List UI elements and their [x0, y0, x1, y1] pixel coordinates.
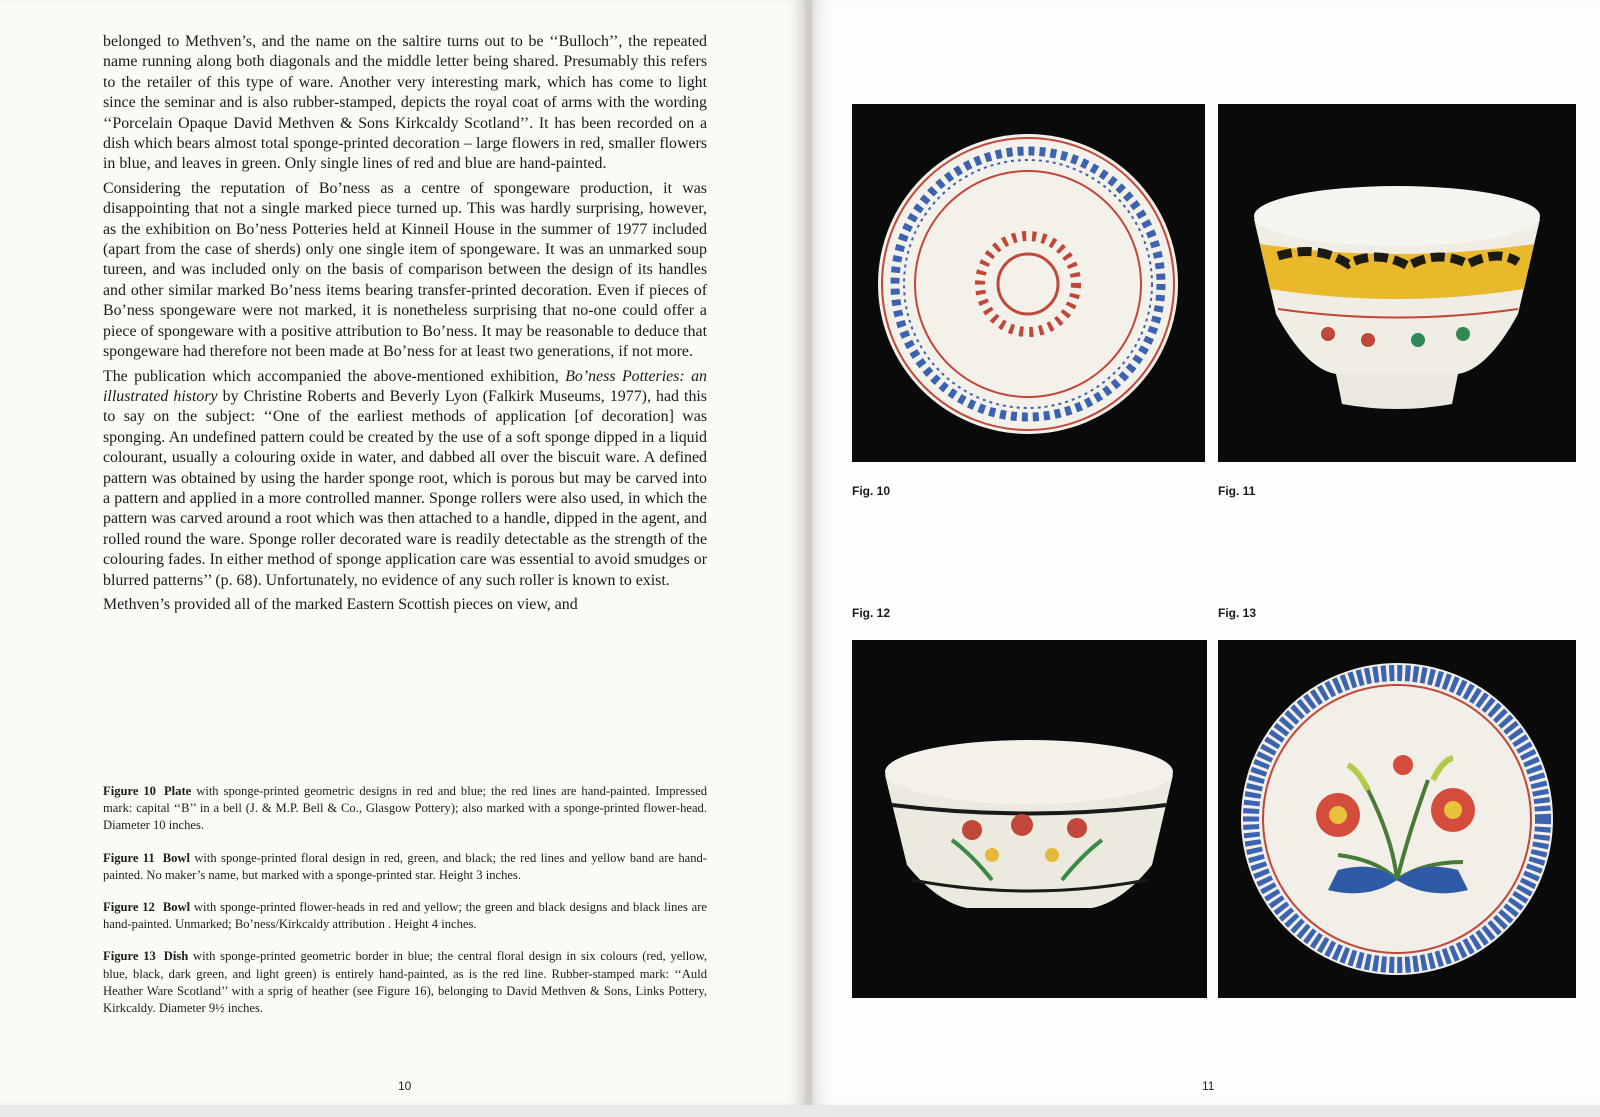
caption-figure-number: Figure 11 — [103, 850, 155, 865]
caption-text: with sponge-printed geometric designs in red and blue; the red lines are hand-painted. Impressed mark: capital ‘‘B’’ in a bell (J. & M.P. Bell & Co., Glasgow Pottery); also marked with a sponge-printed flower-head. Diameter 10 inches. — [103, 784, 708, 833]
paragraph-text: The publication which accompanied the above-mentioned exhibition, — [103, 367, 566, 385]
bowl-image — [1218, 104, 1576, 462]
photo-bowl-flower-heads — [852, 640, 1207, 998]
body-text — [103, 32, 707, 619]
figure-label-13: Fig. 13 — [1218, 606, 1257, 620]
right-page — [812, 0, 1600, 1105]
caption-figure-number: Figure 12 — [103, 900, 155, 915]
caption-object: Plate — [163, 784, 192, 798]
caption-figure-number: Figure 13 — [103, 949, 156, 964]
photo-dish — [1218, 640, 1576, 998]
page-number: 11 — [1202, 1079, 1215, 1093]
bowl-image — [852, 640, 1207, 998]
caption-figure-10 — [103, 783, 707, 835]
caption-text: with sponge-printed flower-heads in red and yellow; the green and black designs and black lines are hand-painted. Unmarked; Bo’ness/Kirkcaldy attribution . Height 4 inches. — [103, 900, 708, 932]
paragraph — [103, 367, 707, 591]
photo-bowl-yellow-band — [1218, 104, 1576, 462]
caption-object: Bowl — [162, 850, 190, 865]
plate-image — [852, 104, 1205, 462]
caption-text: with sponge-printed geometric border in blue; the central floral design in six colours (red, yellow, blue, black, dark green, and light green) is entirely hand-painted, as is the red line. Rubber-stamped mark: ‘‘Auld Heather Ware Scotland’’ with a sprig of heather (see Figure 16), belonging to David Methven & Sons, Links Pottery, Kirkcaldy. Diameter 9½ inches. — [103, 949, 707, 1016]
caption-figure-11 — [103, 850, 707, 884]
figure-label-10: Fig. 10 — [852, 484, 891, 498]
caption-figure-12 — [103, 899, 707, 933]
paragraph: Methven’s provided all of the marked Eastern Scottish pieces on view, and — [103, 595, 578, 613]
paragraph-text: by Christine Roberts and Beverly Lyon (Falkirk Museums, 1977), had this to say on the subject: ‘‘One of the earliest methods of application [of decoration] was sponging. An undefined pattern could be created by the use of a soft sponge dipped in a liquid colourant, usually a colouring oxide in water, and dabbed all over the biscuit ware. A defined pattern was obtained by using the harder sponge root, which is porous but may be carved into a pattern and applied in a more controlled manner. Sponge rollers were also used, in which the pattern was carved around a root which was then attached to a handle, dipped in the agent, and rolled round the ware. Sponge roller decorated ware is readily detectable as the strength of the colouring fades. In either method of sponge application care was essential to avoid smudges or blurred patterns’’ (p. 68). Unfortunately, no evidence of any such roller is known to exist. — [103, 387, 707, 589]
figure-captions — [103, 783, 707, 1032]
figure-label-11: Fig. 11 — [1218, 484, 1256, 498]
caption-figure-number: Figure 10 — [103, 784, 156, 798]
page-number: 10 — [398, 1079, 412, 1093]
left-page — [0, 0, 806, 1105]
caption-object: Bowl — [162, 900, 191, 915]
caption-text: with sponge-printed floral design in red, green, and black; the red lines and yellow band are hand-painted. No maker’s name, but marked with a sponge-printed star. Height 3 inches. — [103, 850, 708, 882]
figure-label-12: Fig. 12 — [852, 606, 891, 620]
dish-image — [1218, 640, 1576, 998]
book-edge — [0, 1105, 1600, 1117]
paragraph: belonged to Methven’s, and the name on the saltire turns out to be ‘‘Bulloch’’, the repeated name running along both diagonals and the middle letter being shared. Presumably this refers to the retailer of this type of ware. Another very interesting mark, which has come to light since the seminar and is also rubber-stamped, depicts the royal coat of arms with the wording ‘‘Porcelain Opaque David Methven & Sons Kirkcaldy Scotland’’. It has been recorded on a dish which bears almost total sponge-printed decoration – large flowers in red, smaller flowers in blue, and leaves in green. Only single lines of red and blue are hand-painted. — [103, 33, 707, 173]
photo-plate — [852, 104, 1205, 462]
caption-object: Dish — [163, 949, 189, 964]
paragraph: Considering the reputation of Bo’ness as a centre of spongeware production, it was disappointing that not a single marked piece turned up. This was hardly surprising, however, as the exhibition on Bo’ness Potteries held at Kinneil House in the summer of 1977 included (apart from the case of sherds) only one single item of spongeware. It was an unmarked soup tureen, and was included only on the basis of comparison between the design of its handles and other similar marked Bo’ness items bearing transfer-printed decoration. Even if pieces of Bo’ness spongeware were not marked, it is nonetheless surprising that no-one could offer a piece of spongeware with a positive attribution to Bo’ness. It may be reasonable to deduce that spongeware had therefore not been made at Bo’ness for at least two generations, if not more. — [103, 179, 707, 361]
caption-figure-13 — [103, 948, 707, 1017]
book-title: Bo’ness Potteries: an illustrated history — [103, 367, 707, 405]
